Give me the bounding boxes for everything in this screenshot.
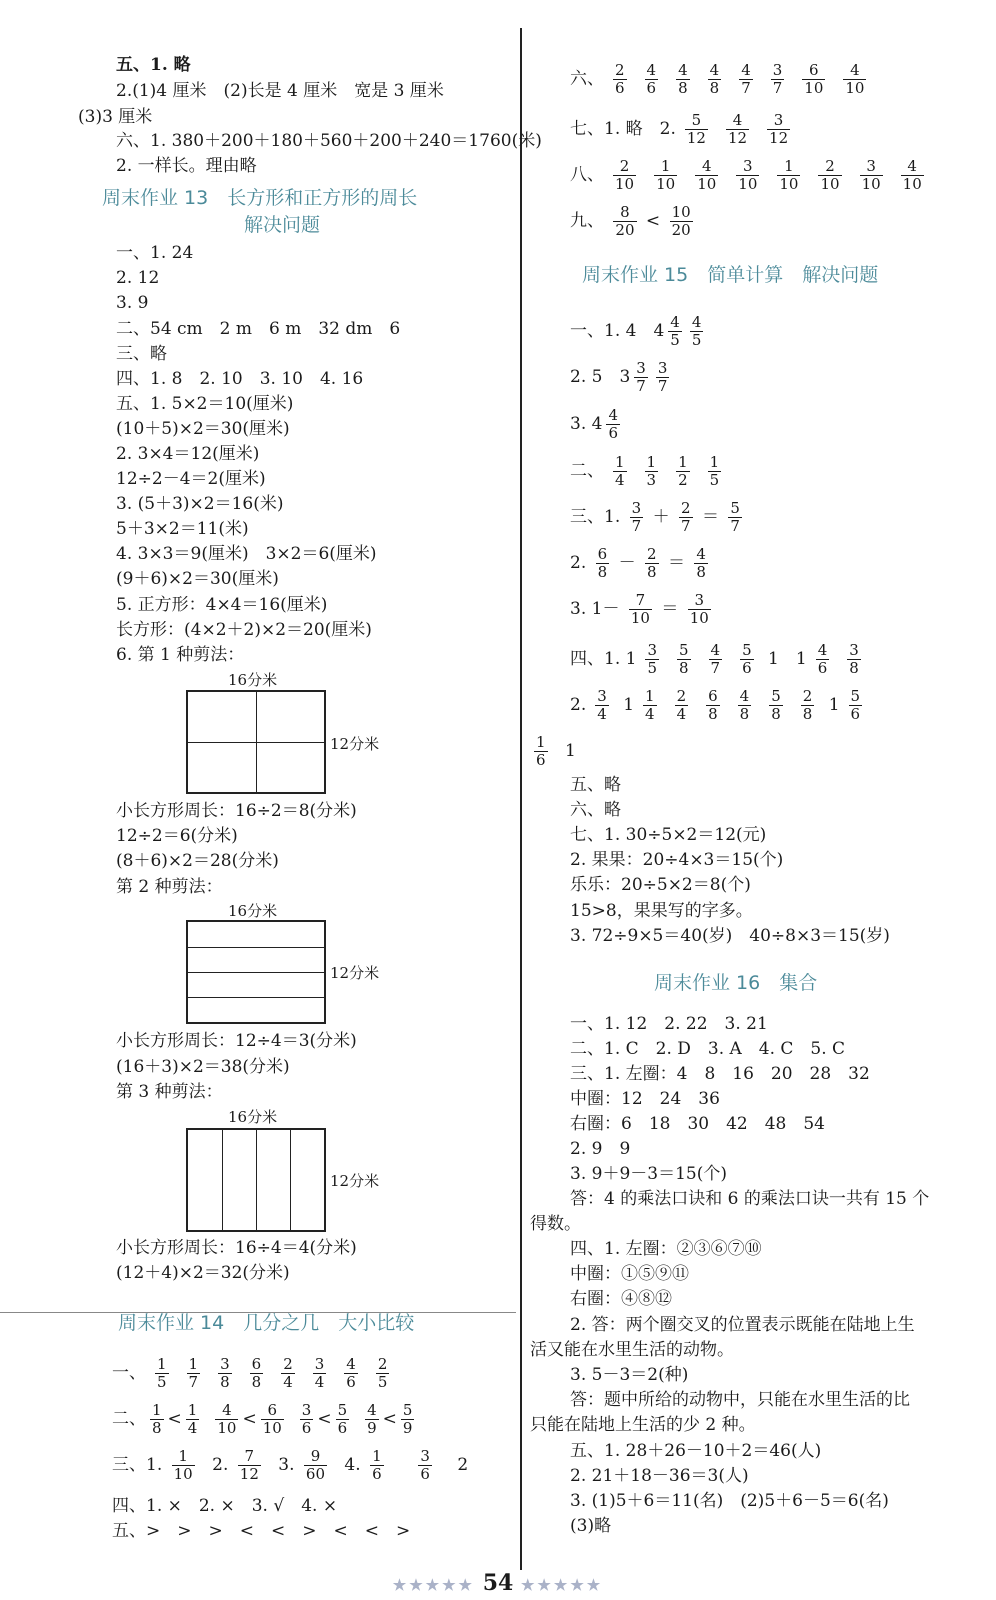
- fraction: $\frac{1}{6}$: [536, 733, 546, 769]
- fraction: $\frac{2}{8}$: [802, 687, 813, 723]
- fraction: $\frac{5}{8}$: [771, 687, 781, 723]
- answer-line: 中圈：12 24 36: [570, 1089, 720, 1109]
- fraction-row-3: [112, 1448, 468, 1483]
- fraction: $\frac{4}{8}$: [709, 61, 720, 97]
- answer-line: 3. 5－3＝2(种): [570, 1365, 689, 1385]
- row-label: 三、1.: [570, 507, 621, 527]
- cut-figure-2: [186, 920, 326, 1024]
- row-label: 2.: [570, 553, 587, 573]
- answer-line: 一、1. 24: [116, 243, 194, 263]
- cut-line: [188, 972, 324, 973]
- fraction: $\frac{8}{20}$: [615, 203, 635, 239]
- fraction: $\frac{4}{6}$: [817, 641, 828, 677]
- fraction: $\frac{6}{8}$: [597, 545, 608, 581]
- section-heading: 周末作业 16 集合: [654, 972, 818, 994]
- fraction: $\frac{4}{10}$: [902, 157, 922, 193]
- fraction: $\frac{3}{10}$: [861, 157, 881, 193]
- answer-line: 中圈：①⑤⑨⑪: [570, 1264, 689, 1284]
- row-label: 七、1. 略 2.: [570, 119, 676, 139]
- fraction: $\frac{1}{7}$: [188, 1355, 199, 1391]
- fraction: $\frac{4}{9}$: [367, 1401, 377, 1437]
- section-heading: 周末作业 13 长方形和正方形的周长: [102, 187, 418, 209]
- cut-figure-3: [186, 1128, 326, 1232]
- answer-line: 小长方形周长：16÷2＝8(分米): [116, 801, 357, 821]
- fraction: $\frac{1}{4}$: [187, 1401, 198, 1437]
- fraction: $\frac{2}{5}$: [377, 1355, 388, 1391]
- fraction-row: [570, 112, 799, 147]
- answer-line: 四、1. 左圈：②③⑥⑦⑩: [570, 1239, 762, 1259]
- row-label: 一、1. 4 4: [570, 321, 665, 341]
- answer-line: 四、1. 8 2. 10 3. 10 4. 16: [116, 369, 364, 389]
- fraction: $\frac{4}{12}$: [727, 111, 748, 147]
- answer-line: 2. 3×4＝12(厘米): [116, 444, 260, 464]
- row-label: 六、: [570, 69, 604, 89]
- answer-value: 1 1: [768, 649, 807, 669]
- fraction-list: [636, 641, 762, 677]
- less-than-sign: <: [242, 1409, 257, 1429]
- answer-line: 五、1. 28＋26－10＋2＝46(人): [570, 1441, 822, 1461]
- answer-line: 5＋3×2＝11(米): [116, 519, 249, 539]
- fraction: $\frac{2}{7}$: [681, 499, 691, 535]
- fraction-list: [146, 1355, 398, 1391]
- minus-sign: －: [618, 553, 636, 573]
- fraction: $\frac{2}{4}$: [676, 687, 687, 723]
- equation-row: [570, 546, 712, 581]
- cut-line: [188, 947, 324, 948]
- answer-line: 第 3 种剪法：: [116, 1082, 223, 1102]
- fraction-row: [570, 314, 707, 349]
- fraction: $\frac{5}{6}$: [337, 1401, 348, 1437]
- figure-width-label: 16分米: [228, 902, 278, 920]
- fraction: $\frac{6}{8}$: [251, 1355, 262, 1391]
- answer-line: 右圈：④⑧⑫: [570, 1289, 672, 1309]
- answer-line: 长方形：(4×2＋2)×2＝20(厘米): [116, 620, 372, 640]
- answer-line: 2. 一样长。理由略: [116, 156, 257, 176]
- fraction: $\frac{9}{60}$: [305, 1447, 326, 1483]
- answer-line: (3)3 厘米: [78, 107, 153, 127]
- fraction-list: [602, 406, 624, 442]
- fraction: $\frac{3}{8}$: [849, 641, 859, 677]
- comparison-list: [146, 1401, 426, 1437]
- cut-line: [290, 1130, 291, 1230]
- fraction-list: [840, 687, 872, 723]
- fraction: $\frac{2}{10}$: [820, 157, 840, 193]
- fraction: $\frac{3}{12}$: [769, 111, 789, 147]
- fraction-list: [586, 687, 618, 723]
- answer-line: 二、54 cm 2 m 6 m 32 dm 6: [116, 319, 401, 339]
- answer-line: 答：4 的乘法口诀和 6 的乘法口诀一共有 15 个: [570, 1189, 930, 1209]
- fraction: $\frac{4}{5}$: [670, 313, 680, 349]
- answer-value: 1: [564, 741, 576, 761]
- fraction: $\frac{1}{10}$: [656, 157, 676, 193]
- fraction: $\frac{4}{6}$: [346, 1355, 356, 1391]
- fraction: $\frac{4}{8}$: [678, 61, 688, 97]
- answer-line: 三、略: [116, 344, 167, 364]
- answer-value: 2: [457, 1455, 469, 1475]
- fraction: $\frac{1}{3}$: [646, 453, 657, 489]
- answer-line: 四、1. × 2. × 3. √ 4. ×: [112, 1496, 338, 1516]
- fraction: $\frac{5}{8}$: [679, 641, 689, 677]
- fraction-row: [570, 158, 933, 193]
- answer-line: 五、> > > < < > < < >: [112, 1521, 411, 1541]
- less-than-sign: <: [317, 1409, 332, 1429]
- fraction-list: [630, 359, 673, 395]
- answer-line: 五、1. 5×2＝10(厘米): [116, 394, 294, 414]
- equation-row: [570, 592, 715, 627]
- answer-line: 七、1. 30÷5×2＝12(元): [570, 825, 767, 845]
- item-number: 3.: [278, 1455, 295, 1475]
- answer-line: 12÷2－4＝2(厘米): [116, 469, 266, 489]
- answer-line: 3. (1)5＋6＝11(名) (2)5＋6－5＝6(名): [570, 1491, 889, 1511]
- fraction: $\frac{3}{7}$: [636, 359, 646, 395]
- fraction-row-2: [112, 1402, 426, 1437]
- fraction-row: [530, 734, 576, 769]
- answer-line: 5. 正方形：4×4＝16(厘米): [116, 595, 328, 615]
- fraction-row: [570, 62, 875, 97]
- fraction: $\frac{5}{6}$: [742, 641, 752, 677]
- answer-line: 六、1. 380＋200＋180＋560＋200＋240＝1760(米): [116, 131, 542, 151]
- fraction: $\frac{2}{8}$: [647, 545, 657, 581]
- cut-figure-1: [186, 690, 326, 794]
- figure-width-label: 16分米: [228, 1108, 278, 1126]
- row-label: 3. 4: [570, 414, 603, 434]
- fraction: $\frac{6}{10}$: [804, 61, 824, 97]
- less-than-sign: <: [167, 1409, 182, 1429]
- less-than-sign: <: [382, 1409, 397, 1429]
- answer-line: 3. (5＋3)×2＝16(米): [116, 494, 284, 514]
- answer-line: 小长方形周长：12÷4＝3(分米): [116, 1031, 357, 1051]
- fraction: $\frac{2}{6}$: [615, 61, 625, 97]
- star-decoration-icon: ★★★★★: [392, 1576, 476, 1594]
- row-label: 2. 5 3: [570, 367, 631, 387]
- fraction-row: [570, 204, 697, 239]
- fraction: $\frac{1}{6}$: [372, 1447, 382, 1483]
- answer-line: 3. 72÷9×5＝40(岁) 40÷8×3＝15(岁): [570, 926, 890, 946]
- fraction: $\frac{4}{10}$: [845, 61, 865, 97]
- cut-line: [256, 1130, 257, 1230]
- answer-line: 3. 9: [116, 293, 149, 313]
- fraction-list: [676, 111, 799, 147]
- answer-line: 五、1. 略: [116, 55, 191, 75]
- section-heading: 周末作业 15 简单计算 解决问题: [582, 264, 879, 286]
- fraction: $\frac{1}{10}$: [173, 1447, 193, 1483]
- fraction: $\frac{4}{7}$: [741, 61, 751, 97]
- fraction: $\frac{3}{10}$: [738, 157, 758, 193]
- row-label: 三、1.: [112, 1455, 163, 1475]
- fraction: $\frac{4}{5}$: [691, 313, 702, 349]
- row-label: 2.: [570, 695, 587, 715]
- fraction: $\frac{5}{7}$: [730, 499, 740, 535]
- answer-line: 12÷2＝6(分米): [116, 826, 238, 846]
- figure-height-label: 12分米: [330, 735, 380, 753]
- less-than-sign: <: [645, 211, 661, 231]
- cut-line: [222, 1130, 223, 1230]
- fraction-row: [570, 360, 673, 395]
- fraction: $\frac{3}{6}$: [420, 1447, 430, 1483]
- answer-line: 4. 3×3＝9(厘米) 3×2＝6(厘米): [116, 544, 377, 564]
- fraction: $\frac{3}{4}$: [597, 687, 607, 723]
- answer-line: (9＋6)×2＝30(厘米): [116, 569, 279, 589]
- equals-sign: ＝: [667, 553, 685, 573]
- fraction: $\frac{4}{10}$: [217, 1401, 237, 1437]
- answer-line: (12＋4)×2＝32(分米): [116, 1263, 290, 1283]
- fraction: $\frac{1}{5}$: [157, 1355, 167, 1391]
- fraction-row: [570, 407, 624, 442]
- fraction: $\frac{1}{8}$: [152, 1401, 162, 1437]
- fraction: $\frac{1}{4}$: [615, 453, 625, 489]
- fraction: $\frac{3}{6}$: [301, 1401, 312, 1437]
- answer-line: 答：题中所给的动物中，只能在水里生活的比: [570, 1390, 910, 1410]
- answer-line: 六、略: [570, 800, 621, 820]
- answer-line: 只能在陆地上生活的少 2 种。: [530, 1415, 756, 1435]
- fraction-row: [570, 688, 871, 723]
- section-heading: 解决问题: [244, 214, 321, 236]
- answer-line: 右圈：6 18 30 42 48 54: [570, 1114, 825, 1134]
- answer-line: 2. 21＋18－36＝3(人): [570, 1466, 749, 1486]
- fraction-list: [604, 453, 730, 489]
- row-label: 八、: [570, 165, 604, 185]
- fraction: $\frac{5}{6}$: [850, 687, 861, 723]
- answer-line: (16＋3)×2＝38(分米): [116, 1057, 290, 1077]
- row-label: 二、: [570, 461, 604, 481]
- fraction: $\frac{4}{6}$: [608, 406, 618, 442]
- fraction-list: [634, 687, 823, 723]
- answer-line: (8＋6)×2＝28(分米): [116, 851, 279, 871]
- fraction-list: [604, 157, 933, 193]
- equals-sign: ＝: [701, 507, 719, 527]
- answer-line: 2. 果果：20÷4×3＝15(个): [570, 850, 784, 870]
- answer-line: (3)略: [570, 1516, 612, 1536]
- figure-height-label: 12分米: [330, 964, 380, 982]
- row-label: 四、1. 1: [570, 649, 637, 669]
- fraction: $\frac{3}{10}$: [689, 591, 709, 627]
- page-number: 54: [482, 1570, 514, 1596]
- fraction-list: [604, 61, 875, 97]
- fraction-list: [664, 313, 707, 349]
- row-label: 一、: [112, 1363, 146, 1383]
- fraction: $\frac{6}{8}$: [708, 687, 718, 723]
- column-divider: [520, 28, 522, 1570]
- fraction: $\frac{3}{7}$: [657, 359, 668, 395]
- fraction: $\frac{2}{10}$: [615, 157, 635, 193]
- answer-line: 得数。: [530, 1214, 581, 1234]
- fraction: $\frac{4}{6}$: [646, 61, 657, 97]
- fraction: $\frac{1}{4}$: [645, 687, 655, 723]
- cut-line: [188, 742, 324, 743]
- answer-line: 活又能在水里生活的动物。: [530, 1340, 734, 1360]
- fraction-list: [807, 641, 870, 677]
- answer-line: (10＋5)×2＝30(厘米): [116, 419, 290, 439]
- cut-line: [188, 997, 324, 998]
- answer-line: 第 2 种剪法：: [116, 877, 223, 897]
- row-label: 3. 1－: [570, 599, 620, 619]
- plus-sign: ＋: [652, 507, 670, 527]
- answer-line: 2.(1)4 厘米 (2)长是 4 厘米 宽是 3 厘米: [116, 81, 444, 101]
- equation-row: [570, 500, 746, 535]
- fraction: $\frac{3}{8}$: [220, 1355, 230, 1391]
- row-label: 九、: [570, 211, 604, 231]
- answer-line: 3. 9＋9－3＝15(个): [570, 1164, 727, 1184]
- item-number: 4.: [344, 1455, 361, 1475]
- fraction: $\frac{3}{4}$: [314, 1355, 325, 1391]
- fraction: $\frac{4}{10}$: [697, 157, 717, 193]
- fraction: $\frac{5}{12}$: [686, 111, 706, 147]
- answer-line: 2. 12: [116, 268, 160, 288]
- fraction-row: [570, 642, 870, 677]
- answer-line: 2. 9 9: [570, 1139, 631, 1159]
- fraction: $\frac{3}{7}$: [772, 61, 783, 97]
- fraction: $\frac{10}{20}$: [671, 203, 691, 239]
- fraction: $\frac{4}{8}$: [696, 545, 706, 581]
- answer-line: 二、1. C 2. D 3. A 4. C 5. C: [570, 1039, 846, 1059]
- answer-value: 1: [828, 695, 840, 715]
- row-label: 二、: [112, 1409, 146, 1429]
- answer-line: 6. 第 1 种剪法：: [116, 645, 245, 665]
- fraction: $\frac{1}{10}$: [779, 157, 799, 193]
- fraction: $\frac{7}{12}$: [239, 1447, 259, 1483]
- answer-line: 小长方形周长：16÷4＝4(分米): [116, 1238, 357, 1258]
- section-heading: 周末作业 14 几分之几 大小比较: [118, 1312, 415, 1334]
- fraction: $\frac{3}{7}$: [631, 499, 642, 535]
- fraction: $\frac{4}{8}$: [739, 687, 750, 723]
- fraction-row-1: [112, 1356, 398, 1391]
- fraction: $\frac{4}{7}$: [710, 641, 721, 677]
- fraction: $\frac{1}{2}$: [678, 453, 688, 489]
- fraction: $\frac{3}{5}$: [647, 641, 657, 677]
- answer-line: 2. 答：两个圈交叉的位置表示既能在陆地上生: [570, 1315, 915, 1335]
- fraction: $\frac{7}{10}$: [630, 591, 650, 627]
- figure-height-label: 12分米: [330, 1172, 380, 1190]
- answer-line: 15>8，果果写的字多。: [570, 901, 753, 921]
- fraction: $\frac{6}{10}$: [262, 1401, 282, 1437]
- answer-line: 五、略: [570, 775, 621, 795]
- equals-sign: ＝: [661, 599, 679, 619]
- item-number: 2.: [212, 1455, 229, 1475]
- fraction: $\frac{1}{5}$: [709, 453, 720, 489]
- answer-line: 三、1. 左圈：4 8 16 20 28 32: [570, 1064, 870, 1084]
- star-decoration-icon: ★★★★★: [520, 1576, 604, 1594]
- answer-line: 一、1. 12 2. 22 3. 21: [570, 1014, 768, 1034]
- answer-value: 1: [623, 695, 635, 715]
- fraction: $\frac{5}{9}$: [402, 1401, 413, 1437]
- figure-width-label: 16分米: [228, 671, 278, 689]
- page-footer: [0, 1570, 996, 1596]
- answer-line: 乐乐：20÷5×2＝8(个): [570, 875, 751, 895]
- fraction: $\frac{2}{4}$: [283, 1355, 293, 1391]
- fraction-row: [570, 454, 730, 489]
